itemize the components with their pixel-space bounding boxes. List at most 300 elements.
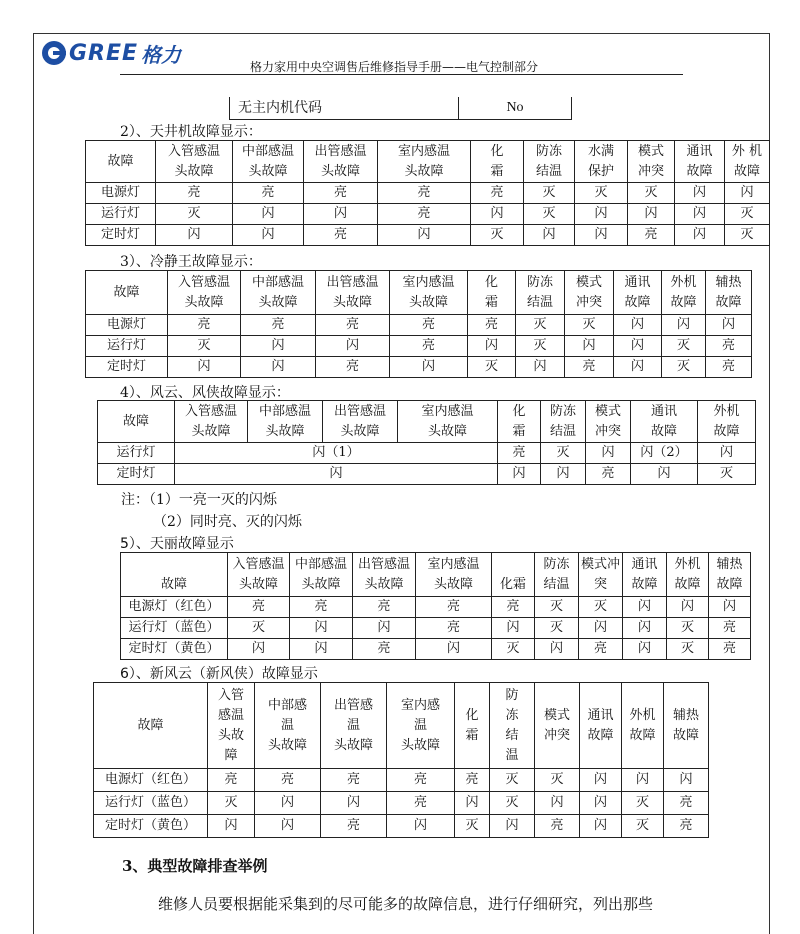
column-header-line: 外机 xyxy=(670,274,697,290)
row-label: 定时灯 xyxy=(98,464,175,485)
column-header xyxy=(378,141,471,183)
row-label: 定时灯 xyxy=(86,357,168,378)
column-header xyxy=(233,141,304,183)
column-header-line: 头故障 xyxy=(258,294,298,310)
column-header-line: 故障 xyxy=(587,727,614,743)
header-divider xyxy=(120,74,683,75)
column-header xyxy=(321,683,387,769)
code-value: No xyxy=(506,100,524,115)
column-header-line: 头故障 xyxy=(248,163,288,179)
status-cell: 闪 xyxy=(575,225,628,246)
column-header xyxy=(706,271,752,315)
gree-logo xyxy=(42,40,181,66)
column-header xyxy=(541,401,586,443)
status-cell: 闪 xyxy=(241,336,316,357)
status-cell: 闪 xyxy=(468,336,516,357)
column-header xyxy=(86,271,168,315)
status-cell: 闪 xyxy=(575,204,628,225)
column-header-line: 故障 xyxy=(650,423,677,439)
status-cell: 灭 xyxy=(208,792,255,815)
status-cell: 闪 xyxy=(535,639,579,660)
section-6-title xyxy=(120,663,318,683)
status-cell: 亮 xyxy=(321,769,387,792)
column-header xyxy=(156,141,233,183)
row-label: 电源灯（红色） xyxy=(94,769,208,792)
status-cell: 闪 xyxy=(498,464,541,485)
column-header-line: 故障 xyxy=(716,576,743,592)
section-2-title: 2）、天井机故障显示： xyxy=(120,124,262,140)
status-cell: 亮 xyxy=(316,357,390,378)
column-header-line: 故障 xyxy=(672,727,699,743)
status-cell: 灭 xyxy=(662,357,706,378)
column-header xyxy=(698,401,756,443)
column-header xyxy=(709,553,751,597)
status-cell: 灭 xyxy=(535,769,580,792)
column-header-line: 外机 xyxy=(713,403,740,419)
column-header-line: 入管感温 xyxy=(232,556,285,572)
column-header-line: 故障 xyxy=(137,717,164,733)
section-6-text: ）、新风云（新风侠）故障显示 xyxy=(128,666,318,682)
section-3-heading: 3、典型故障排查举例 xyxy=(122,857,268,875)
status-cell: 亮 xyxy=(471,183,524,204)
status-cell: 灭 xyxy=(662,336,706,357)
column-header-line: 故障 xyxy=(670,294,697,310)
status-cell: 灭 xyxy=(725,225,770,246)
code-label: 无主内机代码 xyxy=(230,97,459,119)
column-header xyxy=(580,683,622,769)
column-header-line: 头故障 xyxy=(400,737,440,753)
table-row xyxy=(98,443,756,464)
column-header xyxy=(565,271,614,315)
status-cell: 亮 xyxy=(628,225,675,246)
column-header xyxy=(471,141,524,183)
row-label: 运行灯 xyxy=(86,336,168,357)
header-row xyxy=(94,683,709,769)
status-cell: 亮 xyxy=(304,225,378,246)
status-cell: 闪 xyxy=(516,357,565,378)
header-row xyxy=(86,271,752,315)
status-cell: 闪 xyxy=(706,315,752,336)
fengyun-fengxia-fault-table xyxy=(97,400,756,485)
column-header-line: 头故障 xyxy=(427,423,467,439)
status-cell: 亮 xyxy=(709,618,751,639)
column-header-line: 中部感温 xyxy=(258,403,311,419)
column-header-line: 化 xyxy=(512,403,526,419)
status-cell: 亮 xyxy=(387,769,455,792)
section-5-text: ）、天丽故障显示 xyxy=(128,536,234,552)
status-cell: 闪 xyxy=(490,815,535,838)
column-header xyxy=(416,553,492,597)
status-cell: 闪 xyxy=(416,639,492,660)
column-header-line: 故障 xyxy=(107,153,134,169)
column-header-line: 结 xyxy=(505,727,519,743)
column-header-line: 防 xyxy=(505,687,519,703)
column-header-line: 头故障 xyxy=(301,576,341,592)
status-cell: 闪 xyxy=(290,639,353,660)
table-row xyxy=(121,639,751,660)
status-cell: 闪 xyxy=(586,443,631,464)
table-row xyxy=(86,336,752,357)
table-row xyxy=(94,769,709,792)
status-cell: 闪 xyxy=(614,357,662,378)
logo-text: GREE xyxy=(69,40,139,66)
status-cell: 亮 xyxy=(416,618,492,639)
column-header-line: 出管感温 xyxy=(357,556,410,572)
column-header xyxy=(490,683,535,769)
row-label: 电源灯 xyxy=(86,315,168,336)
status-cell: 闪 xyxy=(623,597,667,618)
column-header-line: 温 xyxy=(280,717,294,733)
column-header-line: 故障 xyxy=(733,163,760,179)
column-header xyxy=(387,683,455,769)
column-header-line: 结温 xyxy=(526,294,553,310)
status-cell: 闪 xyxy=(662,315,706,336)
column-header-line: 通讯 xyxy=(624,274,651,290)
status-cell: 亮 xyxy=(290,597,353,618)
table-row xyxy=(94,815,709,838)
column-header xyxy=(94,683,208,769)
table-row xyxy=(86,315,752,336)
column-header-line: 头故障 xyxy=(320,163,360,179)
status-cell: 闪 xyxy=(622,769,664,792)
status-cell: 闪 xyxy=(725,183,770,204)
status-cell: 闪 xyxy=(321,792,387,815)
status-cell: 灭 xyxy=(492,639,535,660)
column-header-line: 结温 xyxy=(535,163,562,179)
status-cell: 闪 xyxy=(455,792,490,815)
status-cell: 灭 xyxy=(524,204,575,225)
column-header-line: 辅热 xyxy=(716,556,743,572)
status-cell: 亮 xyxy=(416,597,492,618)
status-cell: 亮 xyxy=(255,769,321,792)
status-cell: 亮 xyxy=(535,815,580,838)
column-header xyxy=(579,553,623,597)
column-header-line: 头故障 xyxy=(404,163,444,179)
status-cell: 亮 xyxy=(664,815,709,838)
status-cell: 灭 xyxy=(535,597,579,618)
status-cell: 闪 xyxy=(565,336,614,357)
column-header xyxy=(492,553,535,597)
status-cell: 闪（2） xyxy=(631,443,698,464)
status-cell: 闪 xyxy=(233,225,304,246)
status-cell: 灭 xyxy=(468,357,516,378)
section-3-title: 3）、冷静王故障显示： xyxy=(120,254,262,270)
header-row xyxy=(86,141,770,183)
column-header-line: 室内感温 xyxy=(427,556,480,572)
status-cell: 闪 xyxy=(614,315,662,336)
column-header-line: 防冻 xyxy=(549,403,576,419)
new-fengyun-fault-table xyxy=(93,682,709,838)
column-header-line: 霜 xyxy=(484,294,498,310)
column-header-line: 冲突 xyxy=(543,727,570,743)
column-header xyxy=(667,553,709,597)
status-cell: 亮 xyxy=(228,597,290,618)
row-label: 运行灯 xyxy=(98,443,175,464)
body-paragraph: 维修人员要根据能采集到的尽可能多的故障信息，进行仔细研究，列出那些 xyxy=(158,895,654,913)
status-cell: 闪 xyxy=(580,792,622,815)
column-header-line: 化 xyxy=(490,143,504,159)
column-header-line: 水满 xyxy=(587,143,614,159)
column-header-line: 故障 xyxy=(686,163,713,179)
status-cell: 灭 xyxy=(516,315,565,336)
column-header-line: 外 机 xyxy=(731,143,763,159)
column-header-line: 模式 xyxy=(543,707,570,723)
column-header xyxy=(675,141,725,183)
column-header-line: 头故障 xyxy=(408,294,448,310)
status-cell: 亮 xyxy=(565,357,614,378)
no-indoor-code-row xyxy=(229,97,572,120)
column-header-line: 结温 xyxy=(543,576,570,592)
status-cell: 亮 xyxy=(468,315,516,336)
status-cell: 闪 xyxy=(541,464,586,485)
column-header-line: 保护 xyxy=(587,163,614,179)
status-cell: 闪 xyxy=(387,815,455,838)
column-header xyxy=(304,141,378,183)
column-header-line: 入管感温 xyxy=(167,143,220,159)
column-header-line: 霜 xyxy=(490,163,504,179)
column-header-line: 冲突 xyxy=(575,294,602,310)
column-header xyxy=(248,401,323,443)
status-cell: 亮 xyxy=(455,769,490,792)
column-header xyxy=(255,683,321,769)
section-5-num: 5 xyxy=(120,536,129,552)
status-cell: 灭 xyxy=(490,792,535,815)
column-header xyxy=(628,141,675,183)
status-cell: 亮 xyxy=(579,639,623,660)
status-cell: 灭 xyxy=(579,597,623,618)
column-header-line: 头故障 xyxy=(340,423,380,439)
column-header-line: 头故障 xyxy=(333,737,373,753)
status-cell: 闪 xyxy=(228,639,290,660)
status-cell: 闪 xyxy=(353,618,416,639)
column-header-line: 防冻 xyxy=(535,143,562,159)
status-cell: 灭 xyxy=(622,815,664,838)
column-header-line: 化霜 xyxy=(499,576,526,592)
status-cell: 闪 xyxy=(580,769,622,792)
column-header-line: 外机 xyxy=(629,707,656,723)
status-cell: 亮 xyxy=(706,357,752,378)
status-cell: 灭 xyxy=(667,618,709,639)
column-header xyxy=(86,141,156,183)
status-cell: 闪 xyxy=(535,792,580,815)
status-cell: 亮 xyxy=(208,769,255,792)
status-cell: 亮 xyxy=(304,183,378,204)
column-header xyxy=(586,401,631,443)
column-header-line: 出管感 xyxy=(333,697,373,713)
column-header-line: 入管感温 xyxy=(184,403,237,419)
status-cell: 亮 xyxy=(586,464,631,485)
status-cell: 闪 xyxy=(233,204,304,225)
column-header-line: 中部感温 xyxy=(251,274,304,290)
status-cell: 亮 xyxy=(378,183,471,204)
table-row xyxy=(86,204,770,225)
column-header-line: 头故障 xyxy=(265,423,305,439)
column-header-line: 头故障 xyxy=(267,737,307,753)
column-header xyxy=(535,553,579,597)
column-header-line: 故障 xyxy=(160,576,187,592)
status-cell: 亮 xyxy=(390,315,468,336)
table-row xyxy=(86,357,752,378)
header-title: 格力家用中央空调售后维修指导手册——电气控制部分 xyxy=(250,60,539,74)
status-cell: 灭 xyxy=(168,336,241,357)
note-1: 注：（1）一亮一灭的闪烁 xyxy=(121,492,277,508)
status-cell: 闪 xyxy=(631,464,698,485)
column-header-line: 中部感 xyxy=(267,697,307,713)
column-header xyxy=(725,141,770,183)
status-cell: 闪 xyxy=(156,225,233,246)
column-header xyxy=(662,271,706,315)
status-cell: 灭 xyxy=(628,183,675,204)
status-cell: 亮 xyxy=(316,315,390,336)
status-cell: 闪 xyxy=(255,792,321,815)
column-header xyxy=(121,553,228,597)
column-header-line: 室内感温 xyxy=(402,274,455,290)
status-cell: 亮 xyxy=(664,792,709,815)
column-header xyxy=(175,401,248,443)
status-cell: 灭 xyxy=(524,183,575,204)
row-label: 定时灯 xyxy=(86,225,156,246)
status-cell: 闪 xyxy=(709,597,751,618)
column-header xyxy=(498,401,541,443)
status-cell: 闪 xyxy=(675,183,725,204)
status-cell: 亮 xyxy=(168,315,241,336)
column-header xyxy=(468,271,516,315)
column-header-line: 出管感温 xyxy=(326,274,379,290)
status-cell: 闪 xyxy=(471,204,524,225)
column-header-line: 头故障 xyxy=(184,294,224,310)
column-header-line: 故障 xyxy=(629,727,656,743)
column-header-line: 中部感温 xyxy=(294,556,347,572)
status-cell: 亮 xyxy=(353,597,416,618)
column-header xyxy=(316,271,390,315)
status-cell: 灭 xyxy=(622,792,664,815)
column-header-line: 防冻 xyxy=(543,556,570,572)
status-cell: 闪 xyxy=(390,357,468,378)
column-header xyxy=(622,683,664,769)
column-header-line: 化 xyxy=(484,274,498,290)
status-cell: 闪 xyxy=(675,204,725,225)
status-cell: 闪 xyxy=(628,204,675,225)
column-header-line: 化 xyxy=(465,707,479,723)
column-header-line: 头故障 xyxy=(191,423,231,439)
column-header xyxy=(614,271,662,315)
status-cell: 闪 xyxy=(316,336,390,357)
status-cell: 亮 xyxy=(390,336,468,357)
tianli-fault-table xyxy=(120,552,751,660)
status-cell: 闪 xyxy=(378,225,471,246)
column-header-line: 头故障 xyxy=(174,163,214,179)
column-header-line: 模式 xyxy=(637,143,664,159)
status-cell: 亮 xyxy=(706,336,752,357)
column-header-line: 头故 xyxy=(217,727,244,743)
column-header xyxy=(208,683,255,769)
column-header xyxy=(290,553,353,597)
column-header-line: 中部感温 xyxy=(241,143,294,159)
table-row xyxy=(121,597,751,618)
column-header-line: 入管感温 xyxy=(177,274,230,290)
column-header-line: 辅热 xyxy=(672,707,699,723)
column-header xyxy=(524,141,575,183)
column-header-line: 头故障 xyxy=(332,294,372,310)
column-header-line: 冲突 xyxy=(637,163,664,179)
status-cell: 灭 xyxy=(471,225,524,246)
column-header xyxy=(228,553,290,597)
status-cell: 亮 xyxy=(353,639,416,660)
status-cell: 闪 xyxy=(698,443,756,464)
column-header-line: 温 xyxy=(346,717,360,733)
row-label: 定时灯（黄色） xyxy=(121,639,228,660)
status-cell: 闪 xyxy=(614,336,662,357)
column-header xyxy=(455,683,490,769)
status-cell: 亮 xyxy=(156,183,233,204)
status-cell: 灭 xyxy=(667,639,709,660)
column-header-line: 头故障 xyxy=(433,576,473,592)
column-header-line: 故障 xyxy=(624,294,651,310)
column-header xyxy=(623,553,667,597)
column-header xyxy=(390,271,468,315)
column-header xyxy=(398,401,498,443)
column-header xyxy=(535,683,580,769)
column-header xyxy=(631,401,698,443)
column-header-line: 出管感温 xyxy=(314,143,367,159)
section-6-num: 6 xyxy=(120,666,129,682)
column-header-line: 故障 xyxy=(113,284,140,300)
column-header xyxy=(241,271,316,315)
column-header-line: 通讯 xyxy=(650,403,677,419)
row-label: 电源灯 xyxy=(86,183,156,204)
column-header-line: 室内感温 xyxy=(421,403,474,419)
status-cell: 闪 xyxy=(623,618,667,639)
column-header-line: 通讯 xyxy=(631,556,658,572)
column-header-line: 结温 xyxy=(549,423,576,439)
status-cell: 闪 xyxy=(492,618,535,639)
status-cell: 亮 xyxy=(378,204,471,225)
status-cell: 亮 xyxy=(233,183,304,204)
header-row xyxy=(98,401,756,443)
row-label: 运行灯（蓝色） xyxy=(121,618,228,639)
column-header xyxy=(323,401,398,443)
status-cell: 亮 xyxy=(492,597,535,618)
status-cell: 灭 xyxy=(156,204,233,225)
table-row xyxy=(98,464,756,485)
column-header-line: 室内感温 xyxy=(397,143,450,159)
column-header-line: 外机 xyxy=(674,556,701,572)
status-cell: 灭 xyxy=(541,443,586,464)
note-2: （2）同时亮、灭的闪烁 xyxy=(153,514,302,530)
row-label: 电源灯（红色） xyxy=(121,597,228,618)
column-header xyxy=(664,683,709,769)
status-cell: 闪 xyxy=(580,815,622,838)
status-cell: 灭 xyxy=(455,815,490,838)
column-header-line: 模式 xyxy=(575,274,602,290)
status-cell: 闪 xyxy=(290,618,353,639)
status-cell: 灭 xyxy=(516,336,565,357)
column-header xyxy=(98,401,175,443)
table-row xyxy=(121,618,751,639)
status-cell: 闪 xyxy=(241,357,316,378)
status-cell: 闪 xyxy=(304,204,378,225)
column-header-line: 辅热 xyxy=(715,274,742,290)
status-cell: 闪 xyxy=(675,225,725,246)
column-header-line: 障 xyxy=(224,747,238,763)
table-row xyxy=(86,183,770,204)
column-header-line: 故障 xyxy=(713,423,740,439)
status-cell: 灭 xyxy=(535,618,579,639)
column-header-line: 突 xyxy=(593,576,607,592)
status-cell: 闪 xyxy=(168,357,241,378)
section-5-title xyxy=(120,533,234,553)
column-header-line: 霜 xyxy=(512,423,526,439)
